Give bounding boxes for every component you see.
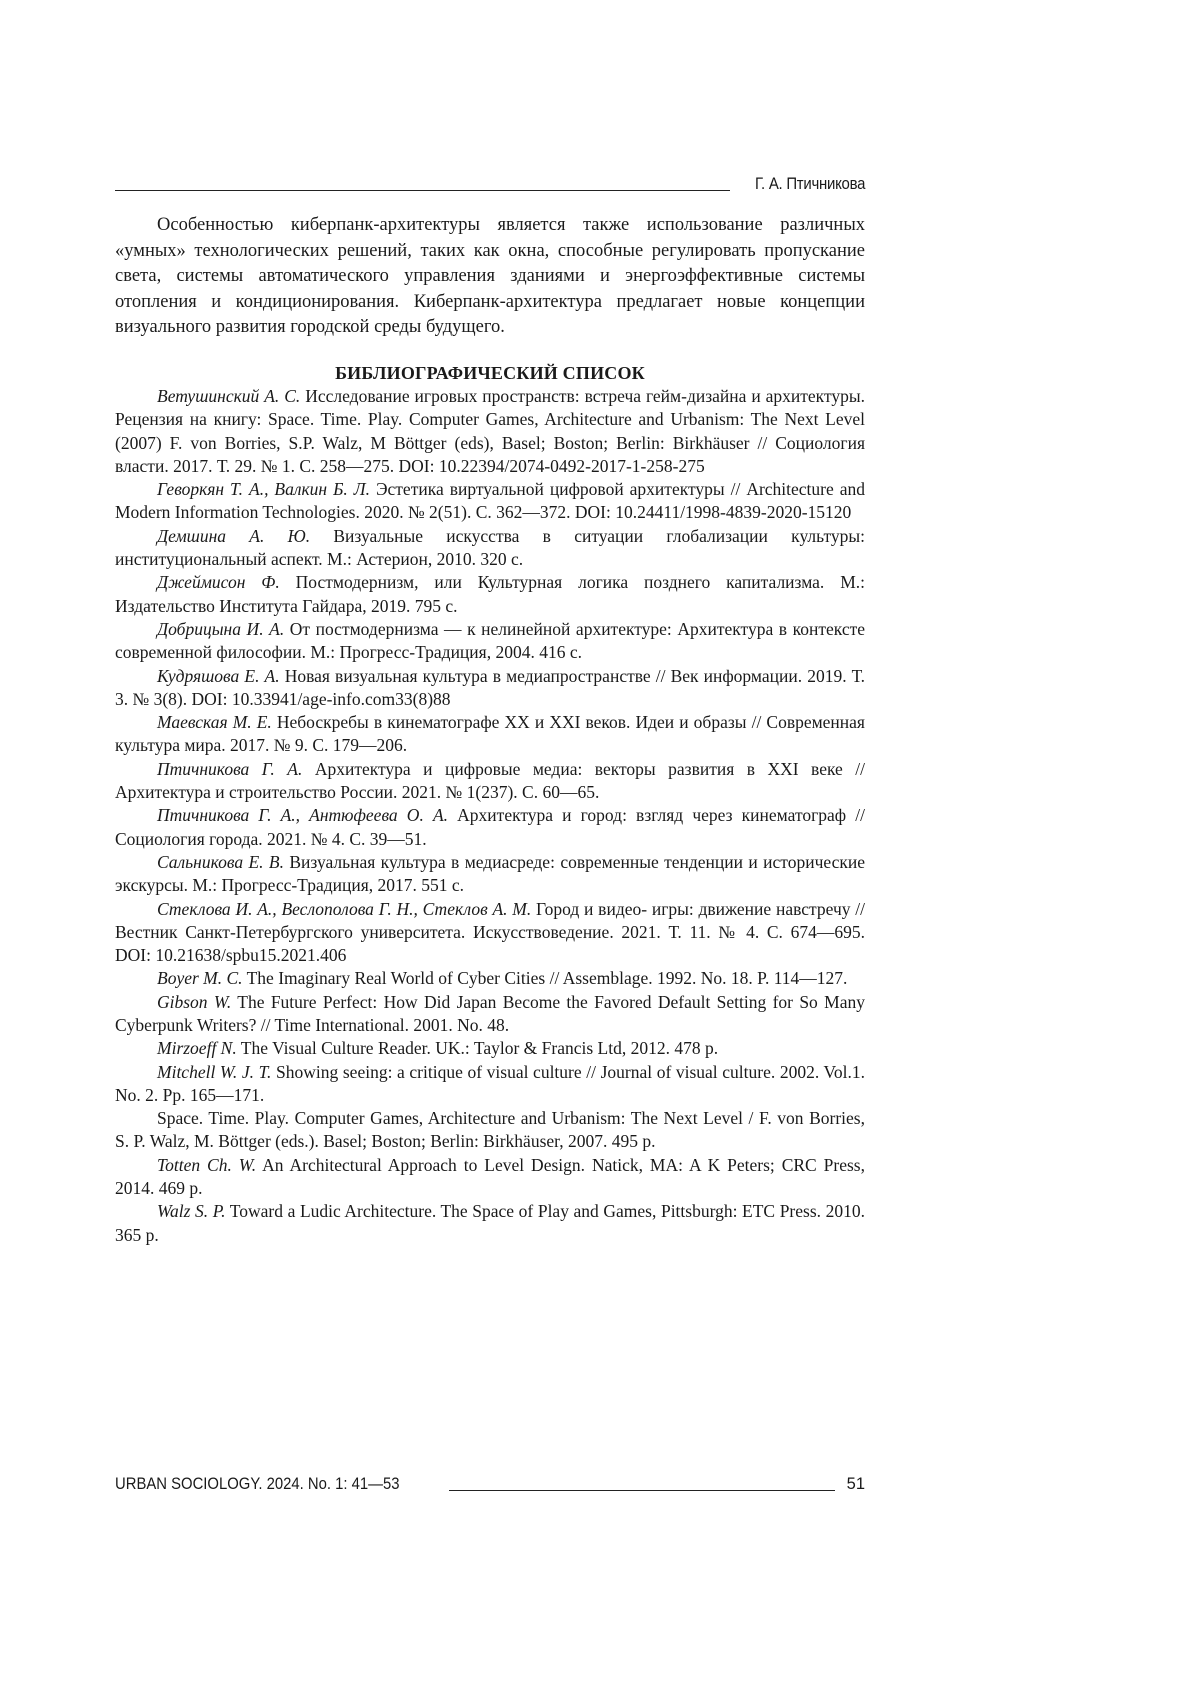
reference-item — [115, 711, 865, 758]
reference-text: Toward a Ludic Architecture. The Space of Play and Games, Pittsburgh: ETC Press. 2010. 365 p. — [115, 1201, 865, 1244]
reference-author: Птичникова Г. А. — [157, 759, 302, 779]
reference-author: Демшина А. Ю. — [157, 526, 310, 546]
reference-text: The Imaginary Real World of Cyber Cities // Assemblage. 1992. No. 18. P. 114—127. — [247, 968, 848, 988]
reference-item — [115, 1154, 865, 1201]
page-body — [115, 213, 865, 1247]
reference-item — [115, 898, 865, 968]
reference-item — [115, 665, 865, 712]
reference-author: Boyer M. C. — [157, 968, 243, 988]
reference-text: От постмодернизма — к нелинейной архитектуре: Архитектура в контексте современной философии. М.: Прогресс-Традиция, 2004. 416 с. — [115, 619, 865, 662]
running-header — [115, 172, 865, 194]
reference-text: Showing seeing: a critique of visual culture // Journal of visual culture. 2002. Vol.1. No. 2. Pp. 165—171. — [115, 1062, 865, 1105]
reference-item — [115, 1061, 865, 1108]
reference-author: Геворкян Т. А., Валкин Б. Л. — [157, 479, 370, 499]
reference-author: Mitchell W. J. T. — [157, 1062, 271, 1082]
reference-text: An Architectural Approach to Level Design. Natick, MA: A K Peters; CRC Press, 2014. 469 p. — [115, 1155, 865, 1198]
reference-item — [115, 967, 865, 990]
reference-item — [115, 618, 865, 665]
bibliography-list — [115, 385, 865, 1247]
page-number: 51 — [847, 1475, 865, 1494]
reference-item — [115, 804, 865, 851]
intro-paragraph: Особенностью киберпанк-архитектуры является также использование различных «умных» технологических решений, таких как окна, способные регулировать пропускание света, системы автоматического управления зданиями и энергоэффективные системы отопления и кондиционирования. Киберпанк-архитектура предлагает новые концепции визуального развития городской среды будущего. — [115, 213, 865, 341]
reference-item — [115, 1200, 865, 1247]
reference-text: Город и видео- игры: движение навстречу // Вестник Санкт-Петербургского университета. Искусствоведение. 2021. Т. 11. № 4. С. 674—695. DOI: 10.21638/spbu15.2021.406 — [115, 899, 865, 966]
reference-item — [115, 478, 865, 525]
header-author: Г. А. Птичникова — [755, 174, 865, 194]
reference-author: Джеймисон Ф. — [157, 572, 280, 592]
reference-text: Визуальные искусства в ситуации глобализации культуры: институциональный аспект. М.: Астерион, 2010. 320 с. — [115, 526, 865, 569]
footer-journal: URBAN SOCIOLOGY. 2024. No. 1: 41—53 — [115, 1475, 405, 1494]
running-footer — [115, 1472, 865, 1494]
reference-text: Исследование игровых пространств: встреча гейм-дизайна и архитектуры. Рецензия на книгу: Space. Time. Play. Computer Games, Architecture and Urbanism: The Next Level (2007) F. von Borries, S.P. Walz, M Böttger (eds), Basel; Boston; Berlin: Birkhäuser // Социология власти. 2017. Т. 29. № 1. С. 258—275. DOI: 10.22394/2074-0492-2017-1-258-275 — [115, 386, 865, 476]
header-rule — [115, 190, 730, 191]
reference-author: Добрицына И. А. — [157, 619, 284, 639]
reference-text: Архитектура и цифровые медиа: векторы развития в XXI веке // Архитектура и строительство России. 2021. № 1(237). С. 60—65. — [115, 759, 865, 802]
reference-author: Walz S. P. — [157, 1201, 226, 1221]
reference-author: Totten Ch. W. — [157, 1155, 256, 1175]
reference-text: Визуальная культура в медиасреде: современные тенденции и исторические экскурсы. М.: Прогресс-Традиция, 2017. 551 с. — [115, 852, 865, 895]
reference-item — [115, 851, 865, 898]
reference-text: Space. Time. Play. Computer Games, Architecture and Urbanism: The Next Level / F. von Borries, S. P. Walz, M. Böttger (eds.). Basel; Boston; Berlin: Birkhäuser, 2007. 495 p. — [115, 1108, 865, 1151]
reference-item — [115, 758, 865, 805]
reference-author: Mirzoeff N. — [157, 1038, 237, 1058]
reference-text: Новая визуальная культура в медиапространстве // Век информации. 2019. Т. 3. № 3(8). DOI: 10.33941/age-info.com33(8)88 — [115, 666, 865, 709]
reference-author: Стеклова И. А., Веслополова Г. Н., Стеклов А. М. — [157, 899, 531, 919]
reference-author: Кудряшова Е. А. — [157, 666, 280, 686]
reference-author: Птичникова Г. А., Антюфеева О. А. — [157, 805, 448, 825]
reference-text: Эстетика виртуальной цифровой архитектуры // Architecture and Modern Information Technologies. 2020. № 2(51). С. 362—372. DOI: 10.24411/1998-4839-2020-15120 — [115, 479, 865, 522]
reference-item — [115, 1037, 865, 1060]
reference-author: Ветушинский А. С. — [157, 386, 300, 406]
reference-item — [115, 525, 865, 572]
reference-author: Gibson W. — [157, 992, 231, 1012]
reference-item — [115, 385, 865, 478]
reference-text: Небоскребы в кинематографе XX и XXI веков. Идеи и образы // Современная культура мира. 2017. № 9. С. 179—206. — [115, 712, 865, 755]
reference-item — [115, 571, 865, 618]
reference-author: Сальникова Е. В. — [157, 852, 284, 872]
reference-text: Постмодернизм, или Культурная логика позднего капитализма. М.: Издательство Института Гайдара, 2019. 795 с. — [115, 572, 865, 615]
reference-text: The Visual Culture Reader. UK.: Taylor & Francis Ltd, 2012. 478 p. — [241, 1038, 718, 1058]
reference-item — [115, 991, 865, 1038]
reference-item — [115, 1107, 865, 1154]
reference-text: Архитектура и город: взгляд через кинематограф // Социология города. 2021. № 4. С. 39—51. — [115, 805, 865, 848]
reference-text: The Future Perfect: How Did Japan Become the Favored Default Setting for So Many Cyberpunk Writers? // Time International. 2001. No. 48. — [115, 992, 865, 1035]
bibliography-title: БИБЛИОГРАФИЧЕСКИЙ СПИСОК — [115, 361, 865, 385]
footer-rule — [449, 1490, 835, 1491]
reference-author: Маевская М. Е. — [157, 712, 272, 732]
